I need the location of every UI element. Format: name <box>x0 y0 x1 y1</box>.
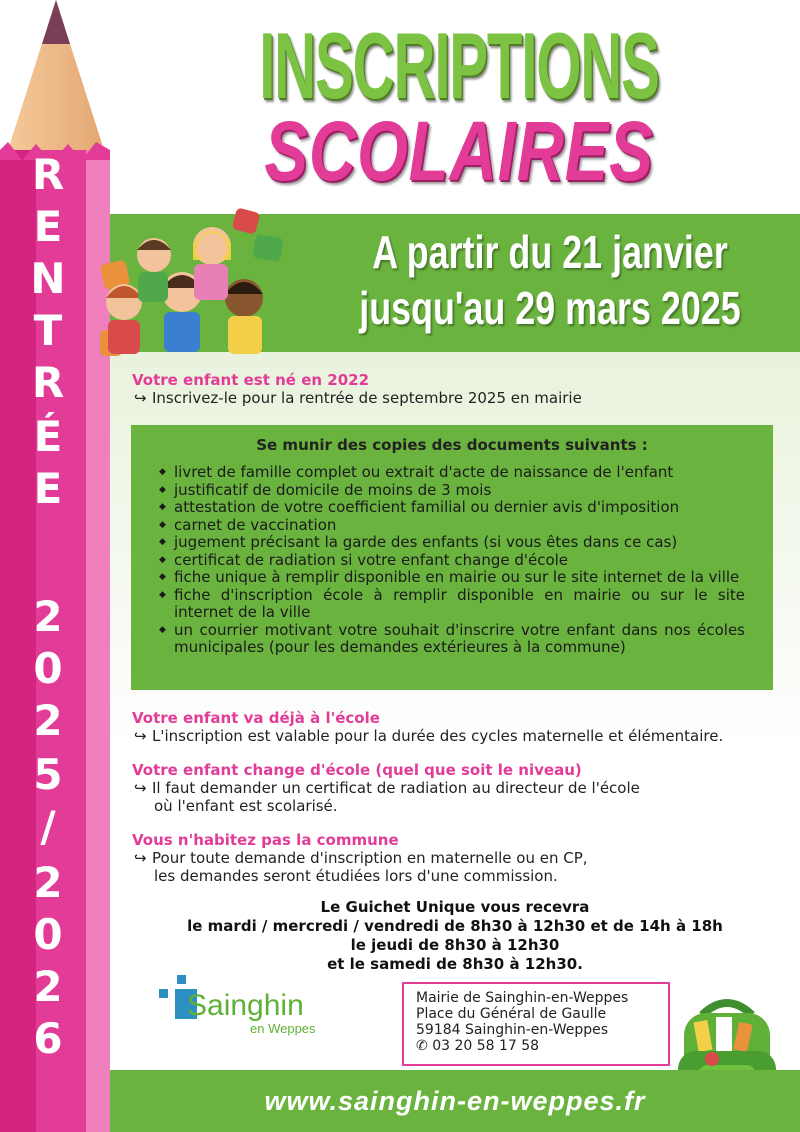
document-item: ◆ jugement précisant la garde des enfants (si vous êtes dans ce cas) <box>157 534 745 552</box>
section-outside-line2 <box>132 867 782 885</box>
title-scolaires: SCOLAIRES <box>264 104 654 198</box>
vertical-letter: R <box>31 358 65 407</box>
date-end: jusqu'au 29 mars 2025 <box>359 282 741 334</box>
address-phone-row <box>416 1038 668 1054</box>
document-item: ◆ justificatif de domicile de moins de 3 mois <box>157 482 745 500</box>
section-outside <box>132 831 782 885</box>
vertical-letter: 0 <box>33 644 63 693</box>
document-item: ◆ livret de famille complet ou extrait d'acte de naissance de l'enfant <box>157 464 745 482</box>
address-box <box>402 982 670 1066</box>
section-school-heading: Votre enfant va déjà à l'école <box>132 709 380 727</box>
vertical-letter: E <box>33 464 63 513</box>
vertical-letter: 2 <box>33 592 63 641</box>
section-outside-heading: Vous n'habitez pas la commune <box>132 831 399 849</box>
vertical-letter: 2 <box>33 858 63 907</box>
address-line: Place du Général de Gaulle <box>416 1006 607 1022</box>
logo-square <box>177 975 186 984</box>
section-outside-text2: les demandes seront étudiées lors d'une commission. <box>154 867 558 885</box>
section-school-text: L'inscription est valable pour la durée des cycles maternelle et élémentaire. <box>152 727 724 745</box>
document-item: ◆ certificat de radiation si votre enfant change d'école <box>157 552 745 570</box>
address-phone: 03 20 58 17 58 <box>432 1038 540 1054</box>
logo-name: Sainghin <box>187 989 304 1022</box>
address-line: 59184 Sainghin-en-Weppes <box>416 1022 609 1038</box>
section-born-line <box>132 389 782 407</box>
date-start: A partir du 21 janvier <box>372 226 728 278</box>
vertical-letter: 0 <box>33 910 63 959</box>
guichet-line: Le Guichet Unique vous recevra <box>320 898 590 916</box>
section-change-line1 <box>132 779 782 797</box>
section-school-line <box>132 727 782 745</box>
guichet-line: le jeudi de 8h30 à 12h30 <box>350 936 560 954</box>
section-change-text1: Il faut demander un certificat de radiation au directeur de l'école <box>152 779 640 797</box>
documents-heading: Se munir des copies des documents suivants : <box>256 436 648 454</box>
vertical-letter: N <box>30 254 66 303</box>
section-outside-text1: Pour toute demande d'inscription en maternelle ou en CP, <box>152 849 588 867</box>
section-born <box>132 371 782 407</box>
section-outside-line1 <box>132 849 782 867</box>
document-item: ◆ fiche d'inscription école à remplir disponible en mairie ou sur le site internet de la ville <box>157 587 745 622</box>
documents-list <box>131 464 773 657</box>
section-change-text2: où l'enfant est scolarisé. <box>154 797 338 815</box>
vertical-letter: 2 <box>33 696 63 745</box>
arrow-icon: ↪ <box>134 727 147 745</box>
children-illustration <box>94 200 314 365</box>
vertical-letter: R <box>31 150 65 199</box>
arrow-icon: ↪ <box>134 389 147 407</box>
section-change <box>132 761 782 815</box>
section-born-text: Inscrivez-le pour la rentrée de septembre 2025 en mairie <box>152 389 582 407</box>
address-line: Mairie de Sainghin-en-Weppes <box>416 990 629 1006</box>
vertical-letter: 2 <box>33 962 63 1011</box>
section-born-heading: Votre enfant est né en 2022 <box>132 371 370 389</box>
opening-hours <box>110 898 800 974</box>
vertical-letter: / <box>40 802 56 851</box>
document-item: ◆ carnet de vaccination <box>157 517 745 535</box>
arrow-icon: ↪ <box>134 779 147 797</box>
dates-block <box>300 224 800 336</box>
phone-icon: ✆ <box>416 1038 428 1054</box>
arrow-icon: ↪ <box>134 849 147 867</box>
logo-sub: en Weppes <box>250 1021 316 1036</box>
document-item: ◆ fiche unique à remplir disponible en mairie ou sur le site internet de la ville <box>157 569 745 587</box>
website-url[interactable]: www.sainghin-en-weppes.fr <box>264 1086 646 1116</box>
footer-band <box>110 1070 800 1132</box>
vertical-letter: T <box>33 306 63 355</box>
documents-box <box>131 425 773 690</box>
guichet-line: le mardi / mercredi / vendredi de 8h30 à 12h30 et de 14h à 18h <box>187 917 723 935</box>
section-change-heading: Votre enfant change d'école (quel que soit le niveau) <box>132 761 582 779</box>
vertical-letter: E <box>33 202 63 251</box>
section-school <box>132 709 782 745</box>
guichet-line: et le samedi de 8h30 à 12h30. <box>327 955 583 973</box>
logo-square <box>159 989 168 998</box>
vertical-letter: 6 <box>33 1014 63 1063</box>
document-item: ◆ attestation de votre coefficient familial ou dernier avis d'imposition <box>157 499 745 517</box>
section-change-line2 <box>132 797 782 815</box>
sainghin-logo <box>155 975 345 1045</box>
vertical-letter: É <box>33 412 63 461</box>
title-inscriptions: INSCRIPTIONS <box>259 13 659 118</box>
vertical-letter: 5 <box>33 750 63 799</box>
document-item: ◆ un courrier motivant votre souhait d'inscrire votre enfant dans nos écoles municipales (pour les demandes extérieures à la commune) <box>157 622 745 657</box>
